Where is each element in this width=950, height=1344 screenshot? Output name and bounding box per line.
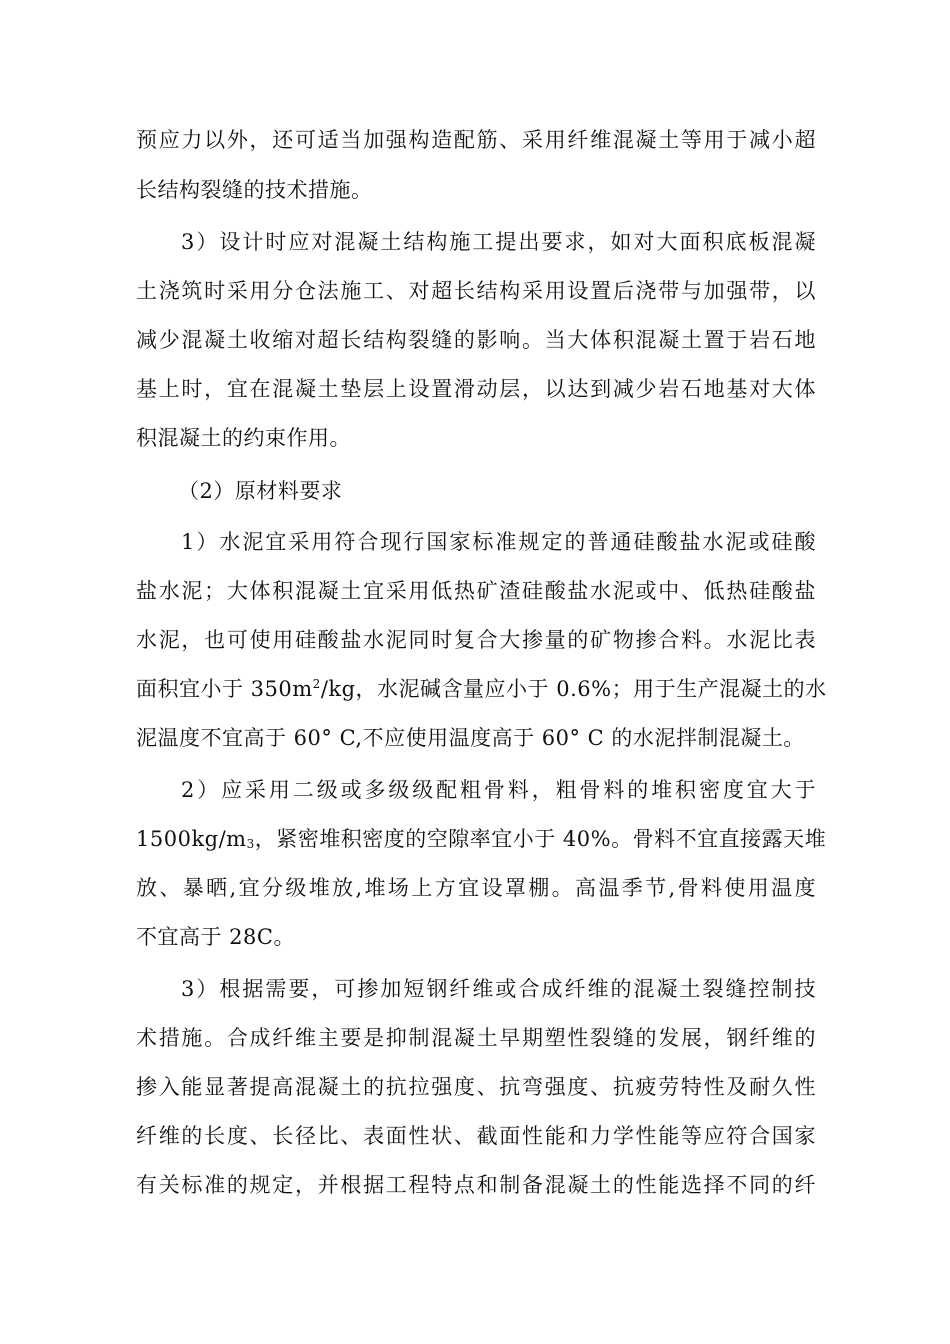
text-line: 纤维的长度、长径比、表面性状、截面性能和力学性能等应符合国家 xyxy=(136,1124,816,1148)
text-line xyxy=(136,814,827,864)
text-run: 面积宜小于 350m xyxy=(136,677,313,701)
text-line: 泥温度不宜高于 60° C,不应使用温度高于 60° C 的水泥拌制混凝土。 xyxy=(136,726,805,750)
text-line: 2）应采用二级或多级级配粗骨料，粗骨料的堆积密度宜大于 xyxy=(181,778,816,802)
text-line: 3）设计时应对混凝土结构施工提出要求，如对大面积底板混凝 xyxy=(181,230,816,254)
section-heading: （2）原材料要求 xyxy=(178,479,343,503)
text-line: 盐水泥；大体积混凝土宜采用低热矿渣硅酸盐水泥或中、低热硅酸盐 xyxy=(136,579,816,603)
text-run: 1500kg/m xyxy=(136,827,247,851)
text-run: /kg，水泥碱含量应小于 0.6%；用于生产混凝土的水 xyxy=(320,677,827,701)
superscript: 2 xyxy=(312,677,321,691)
text-line: 预应力以外，还可适当加强构造配筋、采用纤维混凝土等用于减小超 xyxy=(136,128,816,152)
text-line: 减少混凝土收缩对超长结构裂缝的影响。当大体积混凝土置于岩石地 xyxy=(136,328,816,352)
text-line: 水泥，也可使用硅酸盐水泥同时复合大掺量的矿物掺合料。水泥比表 xyxy=(136,628,816,652)
text-line: 土浇筑时采用分仓法施工、对超长结构采用设置后浇带与加强带，以 xyxy=(136,279,816,303)
text-line: 放、暴晒,宜分级堆放,堆场上方宜设罩棚。高温季节,骨料使用温度 xyxy=(136,876,816,900)
text-line: 基上时，宜在混凝土垫层上设置滑动层，以达到减少岩石地基对大体 xyxy=(136,377,816,401)
subscript: 3 xyxy=(246,837,255,851)
text-run: ，紧密堆积密度的空隙率宜小于 40%。骨料不宜直接露天堆 xyxy=(254,827,827,851)
text-line xyxy=(136,664,827,714)
text-line: 有关标准的规定，并根据工程特点和制备混凝土的性能选择不同的纤 xyxy=(136,1173,816,1197)
text-line: 积混凝土的约束作用。 xyxy=(136,426,351,450)
text-line: 不宜高于 28C。 xyxy=(136,925,295,949)
text-line: 掺入能显著提高混凝土的抗拉强度、抗弯强度、抗疲劳特性及耐久性 xyxy=(136,1075,816,1099)
text-line: 术措施。合成纤维主要是抑制混凝土早期塑性裂缝的发展，钢纤维的 xyxy=(136,1026,816,1050)
text-line: 3）根据需要，可掺加短钢纤维或合成纤维的混凝土裂缝控制技 xyxy=(181,977,816,1001)
text-line: 长结构裂缝的技术措施。 xyxy=(136,178,373,202)
text-line: 1）水泥宜采用符合现行国家标准规定的普通硅酸盐水泥或硅酸 xyxy=(181,530,816,554)
